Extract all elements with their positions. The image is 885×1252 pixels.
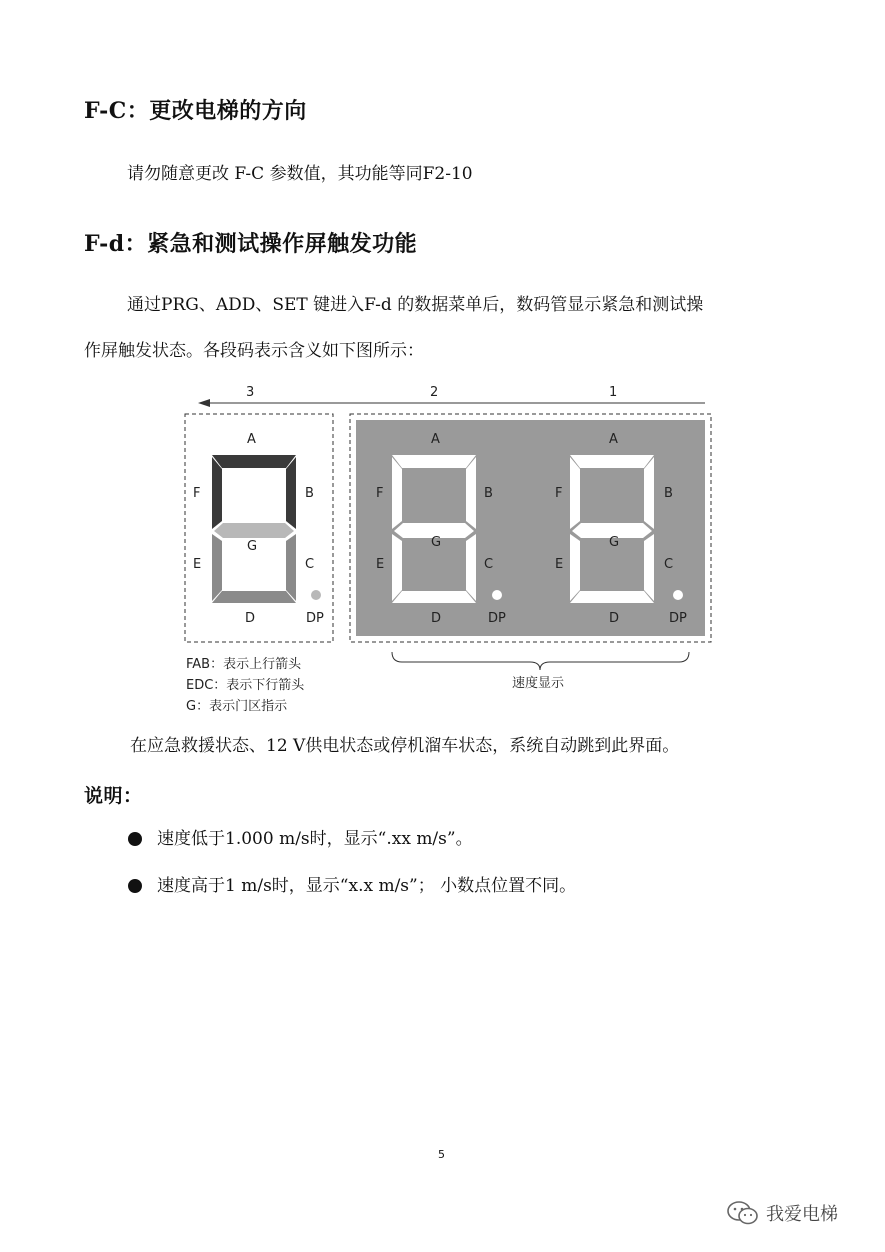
label-e-3: E bbox=[193, 557, 202, 572]
segment-d bbox=[212, 591, 296, 603]
label-dp-2: DP bbox=[488, 611, 506, 626]
label-e-2: E bbox=[376, 557, 385, 572]
segment-e bbox=[570, 534, 580, 601]
heading-fc: F-C：更改电梯的方向 bbox=[84, 98, 307, 124]
label-b-2: B bbox=[484, 486, 493, 501]
label-e-1: E bbox=[555, 557, 564, 572]
segment-b bbox=[286, 457, 296, 529]
label-a-3: A bbox=[247, 432, 256, 447]
segment-dp bbox=[673, 590, 683, 600]
label-c-1: C bbox=[664, 557, 674, 572]
explanation-bullet-2: 速度高于1 m/s时，显示“x.x m/s”； 小数点位置不同。 bbox=[157, 876, 577, 896]
label-g-3: G bbox=[247, 539, 258, 554]
label-a-2: A bbox=[431, 432, 440, 447]
segment-dp bbox=[492, 590, 502, 600]
label-g-2: G bbox=[431, 535, 442, 550]
heading-fd: F-d：紧急和测试操作屏触发功能 bbox=[84, 231, 418, 257]
label-c-3: C bbox=[305, 557, 315, 572]
status-paragraph: 在应急救援状态、12 V供电状态或停机溜车状态，系统自动跳到此界面。 bbox=[130, 736, 680, 756]
arrow-head-icon bbox=[198, 399, 210, 407]
segment-b bbox=[466, 457, 476, 529]
segment-a bbox=[570, 455, 654, 468]
bullet-icon bbox=[128, 832, 142, 846]
segment-a bbox=[212, 455, 296, 468]
label-b-1: B bbox=[664, 486, 673, 501]
digit-number-1: 1 bbox=[609, 385, 618, 400]
segment-c bbox=[286, 534, 296, 601]
label-d-2: D bbox=[431, 611, 442, 626]
label-f-2: F bbox=[376, 486, 384, 501]
speed-brace bbox=[392, 652, 689, 670]
legend-g: G：表示门区指示 bbox=[186, 699, 288, 714]
status-digit bbox=[212, 455, 321, 603]
segment-f bbox=[212, 457, 222, 529]
label-b-3: B bbox=[305, 486, 314, 501]
label-a-1: A bbox=[609, 432, 618, 447]
explanation-title: 说明： bbox=[84, 785, 143, 807]
segment-g bbox=[214, 523, 294, 538]
digit-number-3: 3 bbox=[246, 385, 255, 400]
digit-number-2: 2 bbox=[430, 385, 439, 400]
segment-d bbox=[392, 591, 476, 603]
watermark-text: 我爱电梯 bbox=[766, 1204, 838, 1225]
legend-edc: EDC：表示下行箭头 bbox=[186, 678, 305, 693]
label-f-1: F bbox=[555, 486, 563, 501]
legend-fab: FAB：表示上行箭头 bbox=[186, 657, 302, 672]
segment-c bbox=[466, 534, 476, 601]
segment-e bbox=[212, 534, 222, 601]
segment-e bbox=[392, 534, 402, 601]
label-f-3: F bbox=[193, 486, 201, 501]
label-dp-3: DP bbox=[306, 611, 324, 626]
explanation-bullet-1: 速度低于1.000 m/s时，显示“.xx m/s”。 bbox=[157, 829, 473, 849]
paragraph-fd-line2: 作屏触发状态。各段码表示含义如下图所示： bbox=[84, 341, 424, 361]
segment-f bbox=[392, 457, 402, 529]
segment-f bbox=[570, 457, 580, 529]
speed-display-label: 速度显示 bbox=[512, 676, 565, 691]
paragraph-fc: 请勿随意更改 F-C 参数值，其功能等同F2-10 bbox=[127, 164, 473, 184]
watermark bbox=[726, 1200, 838, 1226]
label-g-1: G bbox=[609, 535, 620, 550]
label-d-1: D bbox=[609, 611, 620, 626]
wechat-icon bbox=[726, 1200, 760, 1226]
bullet-icon bbox=[128, 879, 142, 893]
page-number: 5 bbox=[438, 1148, 445, 1161]
label-dp-1: DP bbox=[669, 611, 687, 626]
label-c-2: C bbox=[484, 557, 494, 572]
segment-b bbox=[644, 457, 654, 529]
segment-dp bbox=[311, 590, 321, 600]
segment-a bbox=[392, 455, 476, 468]
paragraph-fd-line1: 通过PRG、ADD、SET 键进入F-d 的数据菜单后，数码管显示紧急和测试操 bbox=[127, 295, 704, 315]
segment-d bbox=[570, 591, 654, 603]
label-d-3: D bbox=[245, 611, 256, 626]
segment-c bbox=[644, 534, 654, 601]
